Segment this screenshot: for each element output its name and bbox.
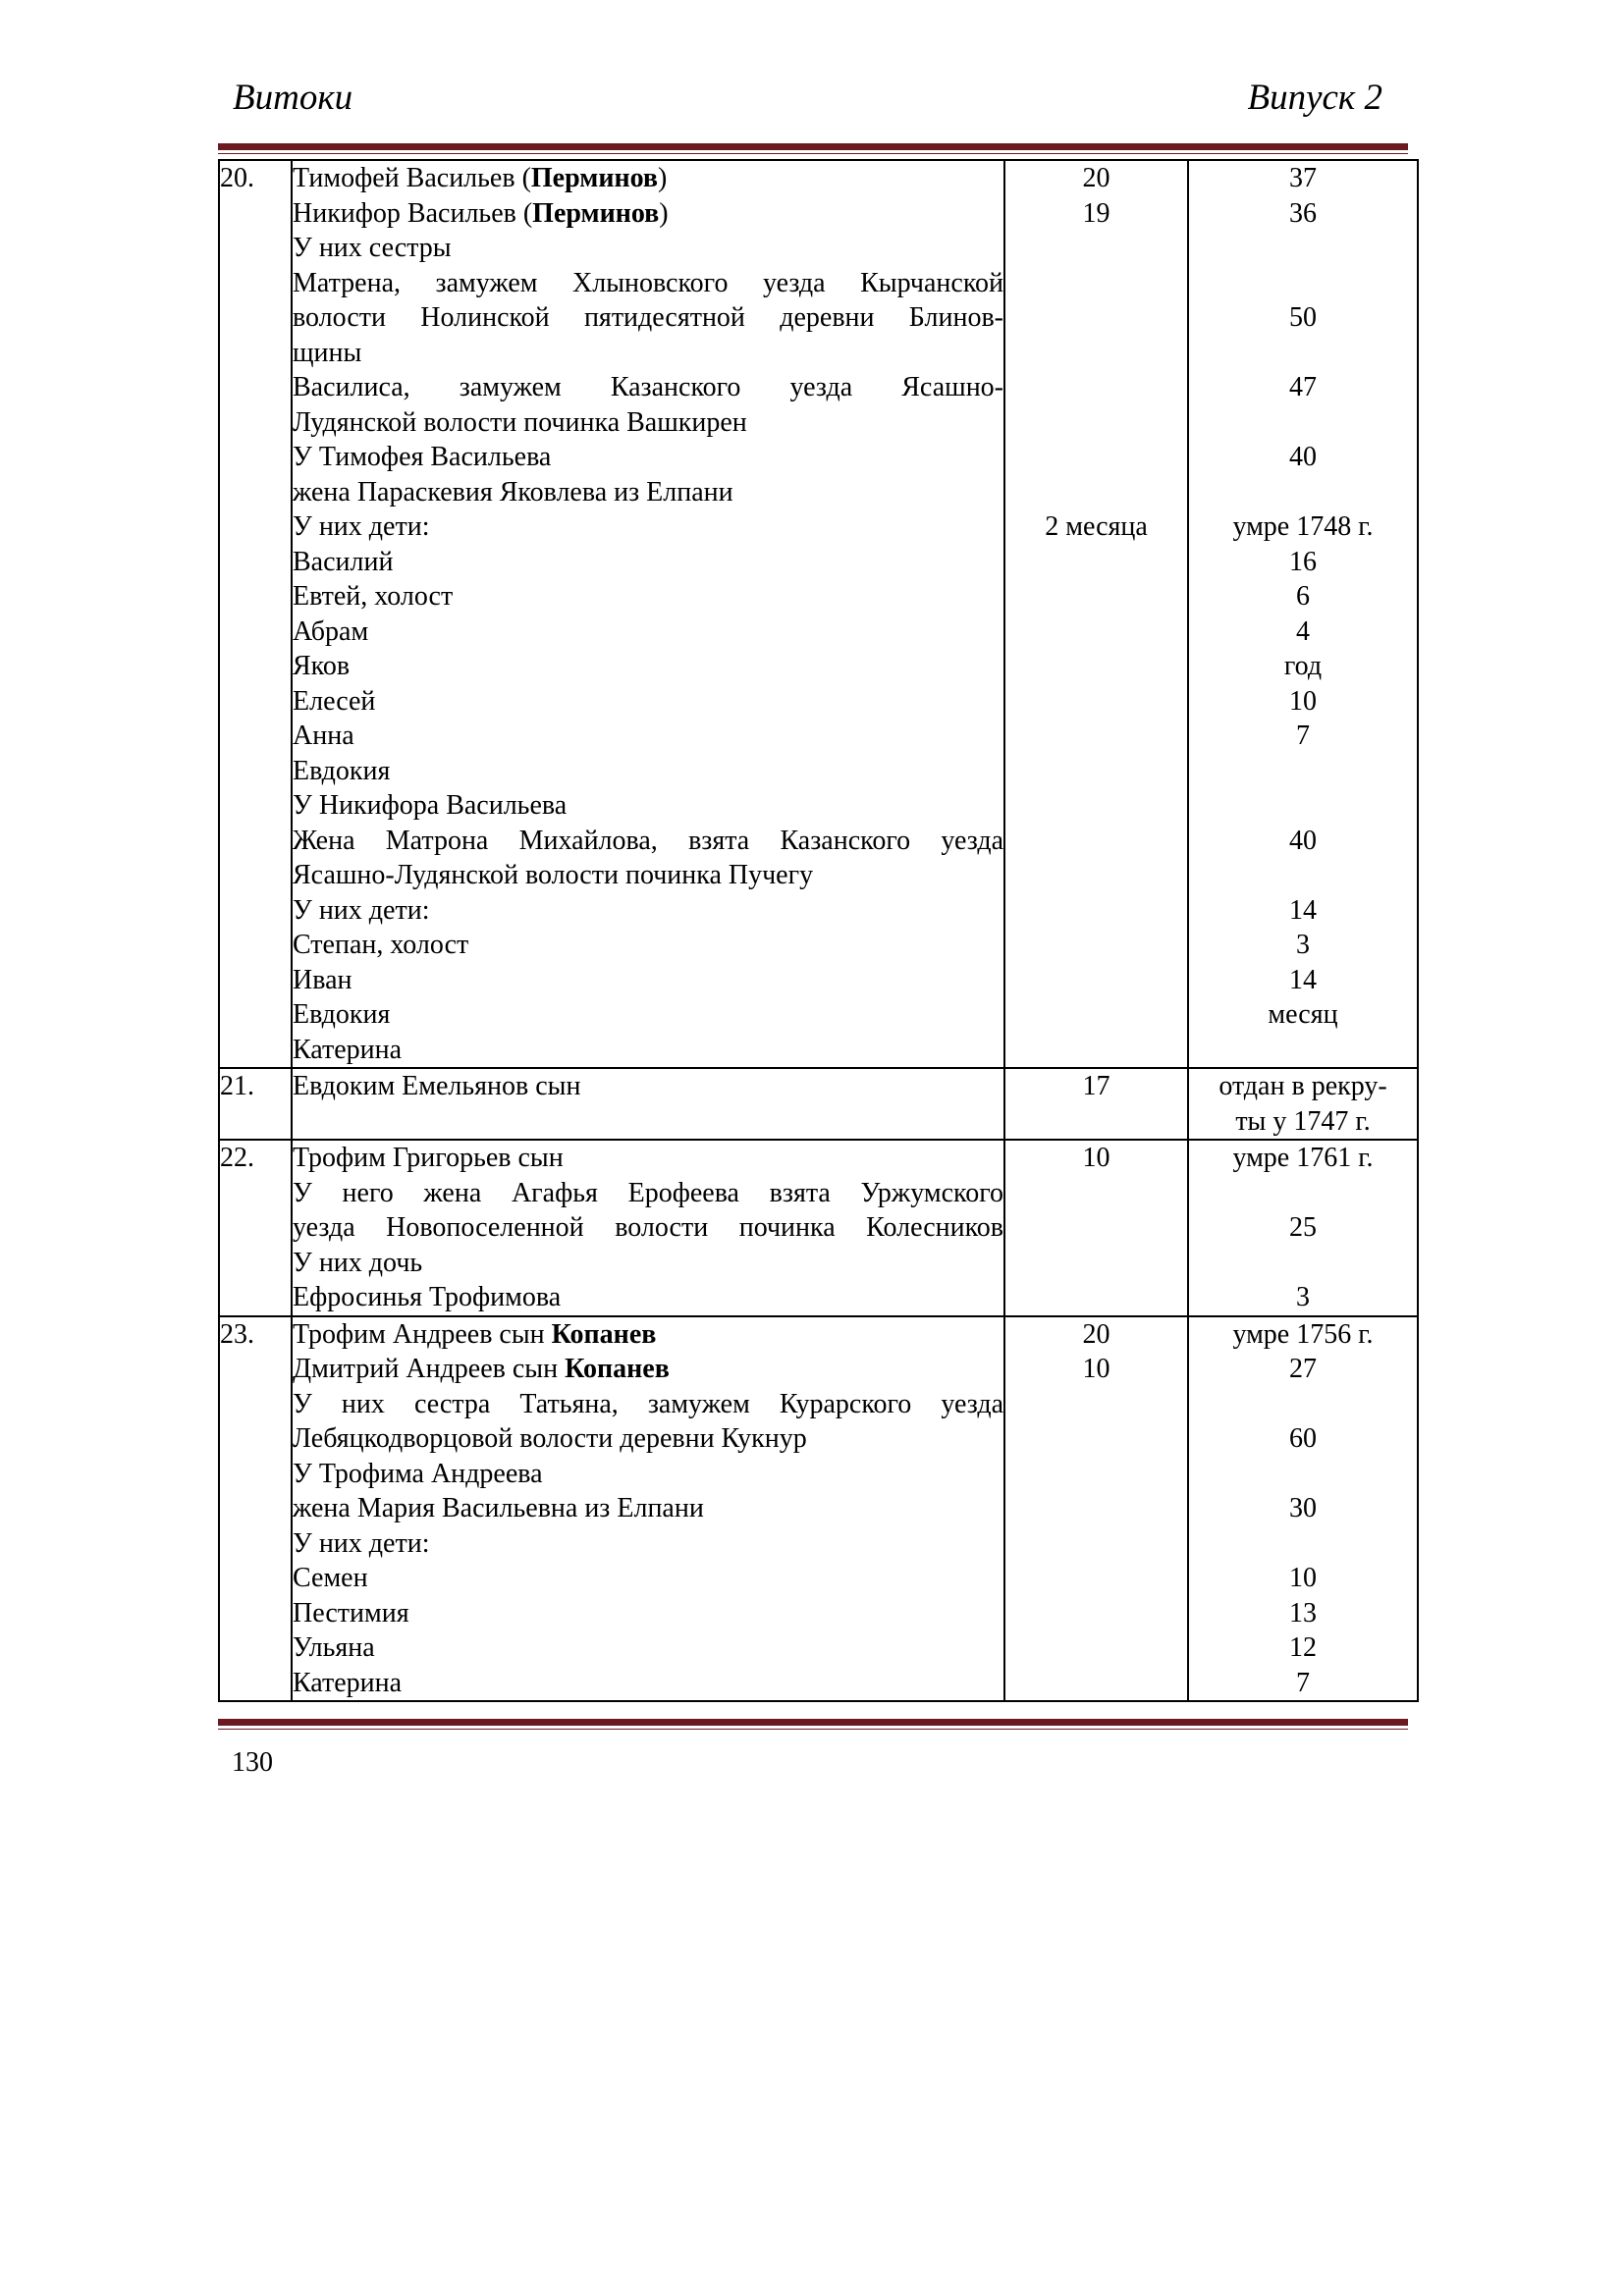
age-second-census: [1189, 858, 1417, 893]
age-first-census: [1005, 300, 1187, 336]
household-line: Семен: [293, 1563, 368, 1593]
household-line: У Никифора Васильева: [293, 790, 568, 821]
entry-number: 21.: [219, 1068, 292, 1140]
age-second-census: год: [1283, 651, 1323, 681]
age-second-census: 12: [1289, 1632, 1317, 1663]
age-second-census: 36: [1289, 197, 1317, 229]
age-first-census-cell: [1004, 160, 1188, 1068]
household-cell: [292, 160, 1004, 1068]
age-second-census-cell: [1188, 1140, 1418, 1316]
age-second-census: 50: [1289, 302, 1317, 333]
table-row: [219, 1068, 1418, 1140]
age-first-census: [1005, 266, 1187, 301]
surname: Перминов: [530, 163, 659, 193]
age-second-census: [1189, 1526, 1417, 1562]
household-line: Ульяна: [293, 1632, 375, 1663]
age-second-census: [1189, 1246, 1417, 1281]
household-line: У них дети:: [293, 511, 430, 542]
household-line: У него жена Агафья Ерофеева взята Уржумского: [293, 1177, 1003, 1208]
age-second-census: 47: [1289, 372, 1317, 402]
age-first-census-cell: [1004, 1140, 1188, 1316]
age-second-census: [1189, 475, 1417, 510]
household-line: Абрам: [293, 615, 369, 647]
running-header-right: Випуск 2: [1247, 78, 1382, 118]
household-line: Евдокия: [293, 755, 391, 786]
age-first-census: 2 месяца: [1045, 511, 1148, 542]
household-line: Пестимия: [293, 1597, 409, 1629]
entry-number: 23.: [219, 1316, 292, 1702]
age-second-census: умре 1761 г.: [1232, 1143, 1374, 1173]
age-second-census-cell: [1188, 1316, 1418, 1702]
age-first-census: 19: [1082, 197, 1110, 229]
household-line: Ясашно-Лудянской волости починка Пучегу: [293, 860, 814, 890]
entry-number: 22.: [219, 1140, 292, 1316]
footer-rule: [218, 1719, 1408, 1730]
household-cell: [292, 1316, 1004, 1702]
age-second-census: 25: [1289, 1212, 1317, 1243]
age-first-census: [1005, 336, 1187, 371]
age-second-census: [1189, 1457, 1417, 1492]
age-second-census: [1189, 266, 1417, 301]
household-line: Лебяцкодворцовой волости деревни Кукнур: [293, 1423, 807, 1454]
name-text: ): [659, 197, 669, 229]
name-text: ): [658, 163, 668, 193]
household-line: Евтей, холост: [293, 581, 454, 612]
household-line: жена Параскевия Яковлева из Елпани: [293, 476, 733, 507]
household-line: У них дочь: [293, 1247, 423, 1278]
household-line: У них сестра Татьяна, замужем Курарского уезда: [293, 1388, 1003, 1419]
household-line: Трофим Григорьев сын: [293, 1143, 564, 1173]
household-cell: [292, 1140, 1004, 1316]
name-text: Трофим Андреев сын: [293, 1318, 552, 1350]
age-second-census: 27: [1289, 1354, 1317, 1384]
age-first-census: [1005, 475, 1187, 510]
surname: Копанев: [551, 1318, 657, 1350]
household-line: уезда Новопоселенной волости починка Колесников: [293, 1212, 1003, 1243]
surname: Копанев: [565, 1354, 670, 1384]
age-second-census: умре 1748 г.: [1232, 511, 1374, 542]
surname: Перминов: [532, 197, 660, 229]
age-second-census: 40: [1289, 825, 1317, 856]
household-line: У них дети:: [293, 894, 430, 926]
age-second-census: [1189, 754, 1417, 789]
age-first-census-cell: [1004, 1316, 1188, 1702]
table-row: [219, 1316, 1418, 1702]
age-second-census: 7: [1296, 1667, 1310, 1698]
age-first-census: 20: [1082, 163, 1110, 193]
age-second-census-cell: [1188, 160, 1418, 1068]
name-text: Дмитрий Андреев сын: [293, 1354, 566, 1384]
age-second-census: 6: [1296, 581, 1310, 612]
household-line: Жена Матрона Михайлова, взята Казанского уезда: [293, 825, 1003, 856]
age-second-census: [1189, 788, 1417, 824]
name-text: Никифор Васильев (: [293, 197, 533, 229]
household-line: Катерина: [293, 1034, 403, 1065]
age-second-census: 4: [1296, 615, 1310, 647]
age-second-census: 10: [1289, 685, 1317, 717]
household-line: [293, 1317, 1003, 1353]
age-second-census: 16: [1289, 546, 1317, 577]
age-second-census: 13: [1289, 1597, 1317, 1629]
age-first-census: [1005, 440, 1187, 475]
header-rule: [218, 143, 1408, 154]
census-table: [218, 159, 1419, 1702]
household-line: У них дети:: [293, 1527, 430, 1559]
age-second-census: 30: [1289, 1493, 1317, 1523]
household-line: щины: [293, 337, 362, 368]
running-header-left: Витоки: [233, 78, 353, 118]
household-line: У Тимофея Васильева: [293, 442, 552, 472]
household-line: [293, 1104, 1003, 1140]
age-first-census: [1005, 231, 1187, 266]
household-line: Катерина: [293, 1667, 403, 1698]
age-first-census: 17: [1082, 1071, 1110, 1101]
household-line: Елесей: [293, 685, 376, 717]
name-text: Тимофей Васильев (: [293, 163, 531, 193]
household-line: Евдоким Емельянов сын: [293, 1071, 581, 1101]
age-second-census: ты у 1747 г.: [1235, 1105, 1371, 1137]
age-first-census: 10: [1082, 1354, 1110, 1384]
household-line: Анна: [293, 721, 354, 751]
household-line: [293, 196, 1003, 232]
table-row: [219, 160, 1418, 1068]
age-first-census: 10: [1082, 1143, 1110, 1173]
age-first-census: 20: [1082, 1318, 1110, 1350]
household-line: Евдокия: [293, 999, 391, 1030]
age-first-census-cell: [1004, 1068, 1188, 1140]
page-number: 130: [232, 1747, 273, 1778]
household-line: У них сестры: [293, 233, 452, 263]
age-second-census: отдан в рекру-: [1218, 1071, 1387, 1101]
age-second-census: месяц: [1268, 999, 1338, 1030]
age-second-census: 10: [1289, 1563, 1317, 1593]
household-line: Яков: [293, 651, 351, 681]
age-second-census: [1189, 336, 1417, 371]
age-second-census: [1189, 231, 1417, 266]
age-second-census: 37: [1289, 163, 1317, 193]
age-second-census: 40: [1289, 442, 1317, 472]
age-first-census: [1005, 405, 1187, 441]
household-line: волости Нолинской пятидесятной деревни Блинов-: [293, 302, 1003, 333]
age-second-census: умре 1756 г.: [1232, 1318, 1374, 1350]
household-line: Ефросинья Трофимова: [293, 1282, 562, 1312]
household-line: Иван: [293, 964, 352, 995]
table-row: [219, 1140, 1418, 1316]
age-second-census: 7: [1296, 721, 1310, 751]
household-line: Лудянской волости починка Вашкирен: [293, 406, 747, 438]
household-line: Василий: [293, 546, 394, 577]
age-second-census: 3: [1296, 1282, 1310, 1312]
age-second-census: 3: [1296, 930, 1310, 960]
household-line: Матрена, замужем Хлыновского уезда Кырчанской: [293, 267, 1003, 298]
household-line: [293, 1352, 1003, 1387]
age-second-census: 14: [1289, 964, 1317, 995]
household-line: Василиса, замужем Казанского уезда Ясашно-: [293, 372, 1003, 402]
household-line: Степан, холост: [293, 930, 469, 960]
age-second-census: 14: [1289, 894, 1317, 926]
age-second-census: 60: [1289, 1423, 1317, 1454]
household-line: [293, 161, 1003, 196]
age-second-census: [1189, 405, 1417, 441]
age-second-census: [1189, 1176, 1417, 1211]
age-second-census: [1189, 1387, 1417, 1422]
age-second-census-cell: [1188, 1068, 1418, 1140]
household-line: У Трофима Андреева: [293, 1458, 543, 1489]
household-line: жена Мария Васильевна из Елпани: [293, 1493, 704, 1523]
household-cell: [292, 1068, 1004, 1140]
age-first-census: [1005, 370, 1187, 405]
entry-number: 20.: [219, 160, 292, 1068]
